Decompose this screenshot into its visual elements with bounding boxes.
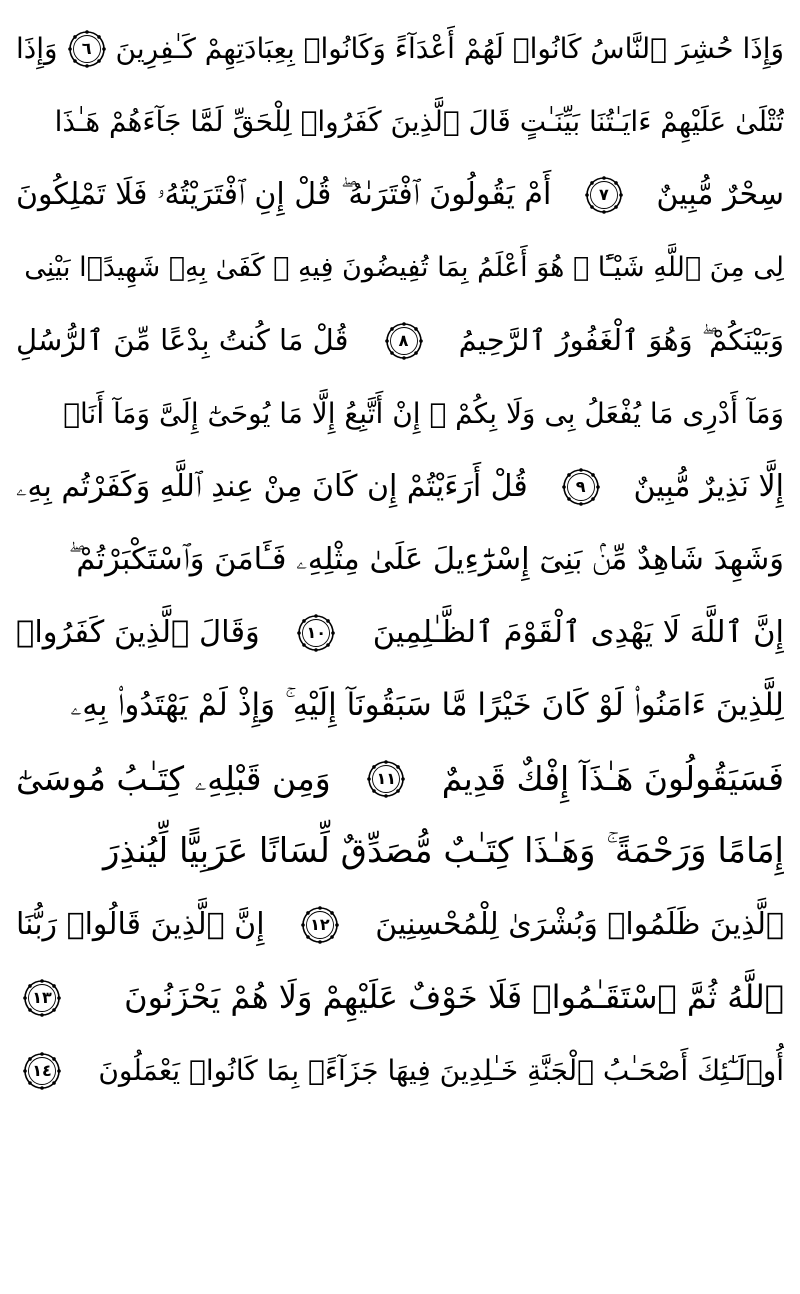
ayah-end-marker	[584, 175, 624, 215]
ayah-end-marker	[300, 905, 340, 945]
verse-text: ٱلَّذِينَ ظَلَمُوا۟ وَبُشْرَىٰ لِلْمُحْسِنِينَ	[375, 907, 784, 942]
verse-text: فَسَيَقُولُونَ هَـٰذَآ إِفْكٌ قَدِيمٌ	[441, 759, 784, 798]
verse-line	[16, 450, 784, 523]
verse-line	[16, 888, 784, 961]
verse-text: لِلَّذِينَ ءَامَنُوا۟ لَوْ كَانَ خَيْرًا مَّا سَبَقُونَآ إِلَيْهِ ۚ وَإِذْ لَمْ يَهْتَدُوا۟ بِهِۦ	[70, 687, 784, 723]
verse-text: وَشَهِدَ شَاهِدٌ مِّنۢ بَنِىٓ إِسْرَٰٓءِيلَ عَلَىٰ مِثْلِهِۦ فَـَٔامَنَ وَٱسْتَكْبَرْتُمْ ۖ	[68, 542, 784, 577]
verse-text: لِى مِنَ ٱللَّهِ شَيْـًٔا ۖ هُوَ أَعْلَمُ بِمَا تُفِيضُونَ فِيهِ ۖ كَفَىٰ بِهِۦ شَهِيدًۢا بَيْنِى	[24, 252, 784, 283]
verse-text: ٱللَّهُ ثُمَّ ٱسْتَقَـٰمُوا۟ فَلَا خَوْفٌ عَلَيْهِمْ وَلَا هُمْ يَحْزَنُونَ	[124, 978, 784, 1016]
ayah-end-marker	[67, 29, 107, 69]
verse-text: وَبَيْنَكُمْ ۖ وَهُوَ ٱلْغَفُورُ ٱلرَّحِيمُ	[458, 323, 784, 357]
ayah-number: ١٢	[310, 914, 330, 934]
verse-text: إِنَّ ٱلَّذِينَ قَالُوا۟ رَبُّنَا	[16, 907, 265, 942]
verse-line	[16, 596, 784, 669]
verse-line	[16, 158, 784, 231]
ayah-number: ٨	[398, 330, 409, 350]
verse-text: إِلَّا نَذِيرٌ مُّبِينٌ	[633, 469, 784, 504]
ayah-number: ٦	[81, 38, 92, 58]
ayah-end-marker	[296, 613, 336, 653]
ayah-number: ٧	[598, 184, 609, 204]
verse-text: وَمَآ أَدْرِى مَا يُفْعَلُ بِى وَلَا بِكُمْ ۖ إِنْ أَتَّبِعُ إِلَّا مَا يُوحَىٰٓ إِلَىَّ وَمَآ أَنَا۠	[63, 397, 784, 430]
verse-text: إِمَامًا وَرَحْمَةً ۚ وَهَـٰذَا كِتَـٰبٌ مُّصَدِّقٌ لِّسَانًا عَرَبِيًّا لِّيُنذِرَ	[103, 831, 784, 871]
verse-text: وَإِذَا	[16, 32, 58, 65]
verse-line	[16, 523, 784, 596]
verse-line	[16, 231, 784, 304]
verse-line	[16, 12, 784, 85]
ayah-end-marker	[561, 467, 601, 507]
ayah-end-marker	[384, 321, 424, 361]
ayah-number: ١٠	[306, 622, 326, 642]
ayah-end-marker	[22, 1051, 62, 1091]
verse-line	[16, 85, 784, 158]
verse-text: قُلْ مَا كُنتُ بِدْعًا مِّنَ ٱلرُّسُلِ	[16, 323, 349, 357]
verse-line	[16, 304, 784, 377]
ayah-end-marker	[22, 978, 62, 1018]
verse-line	[16, 961, 784, 1034]
verse-text: وَإِذَا حُشِرَ ٱلنَّاسُ كَانُوا۟ لَهُمْ أَعْدَآءً وَكَانُوا۟ بِعِبَادَتِهِمْ كَـٰفِرِينَ	[115, 32, 784, 65]
verse-text: سِحْرٌ مُّبِينٌ	[656, 177, 784, 212]
verse-text: وَمِن قَبْلِهِۦ كِتَـٰبُ مُوسَىٰٓ	[16, 759, 331, 798]
verse-line	[16, 742, 784, 815]
verse-line	[16, 377, 784, 450]
ayah-number: ١١	[376, 768, 396, 788]
verse-text: تُتْلَىٰ عَلَيْهِمْ ءَايَـٰتُنَا بَيِّنَـٰتٍ قَالَ ٱلَّذِينَ كَفَرُوا۟ لِلْحَقِّ لَمَّا جَآءَهُمْ هَـٰذَا	[54, 105, 784, 138]
verse-line	[16, 1034, 784, 1107]
verse-line	[16, 815, 784, 888]
ayah-end-marker	[366, 759, 406, 799]
ayah-number: ٩	[575, 476, 586, 496]
verse-text: أَمْ يَقُولُونَ ٱفْتَرَىٰهُ ۖ قُلْ إِنِ ٱفْتَرَيْتُهُۥ فَلَا تَمْلِكُونَ	[16, 177, 552, 212]
ayah-number: ١٣	[32, 987, 52, 1007]
verse-text: قُلْ أَرَءَيْتُمْ إِن كَانَ مِنْ عِندِ ٱللَّهِ وَكَفَرْتُم بِهِۦ	[16, 469, 528, 504]
verse-line	[16, 669, 784, 742]
verse-text: إِنَّ ٱللَّهَ لَا يَهْدِى ٱلْقَوْمَ ٱلظَّـٰلِمِينَ	[372, 615, 784, 650]
verse-text: أُو۟لَـٰٓئِكَ أَصْحَـٰبُ ٱلْجَنَّةِ خَـٰلِدِينَ فِيهَا جَزَآءًۢ بِمَا كَانُوا۟ يَعْمَلُونَ	[98, 1054, 784, 1087]
verse-text: وَقَالَ ٱلَّذِينَ كَفَرُوا۟	[16, 615, 260, 650]
ayah-number: ١٤	[32, 1060, 52, 1080]
